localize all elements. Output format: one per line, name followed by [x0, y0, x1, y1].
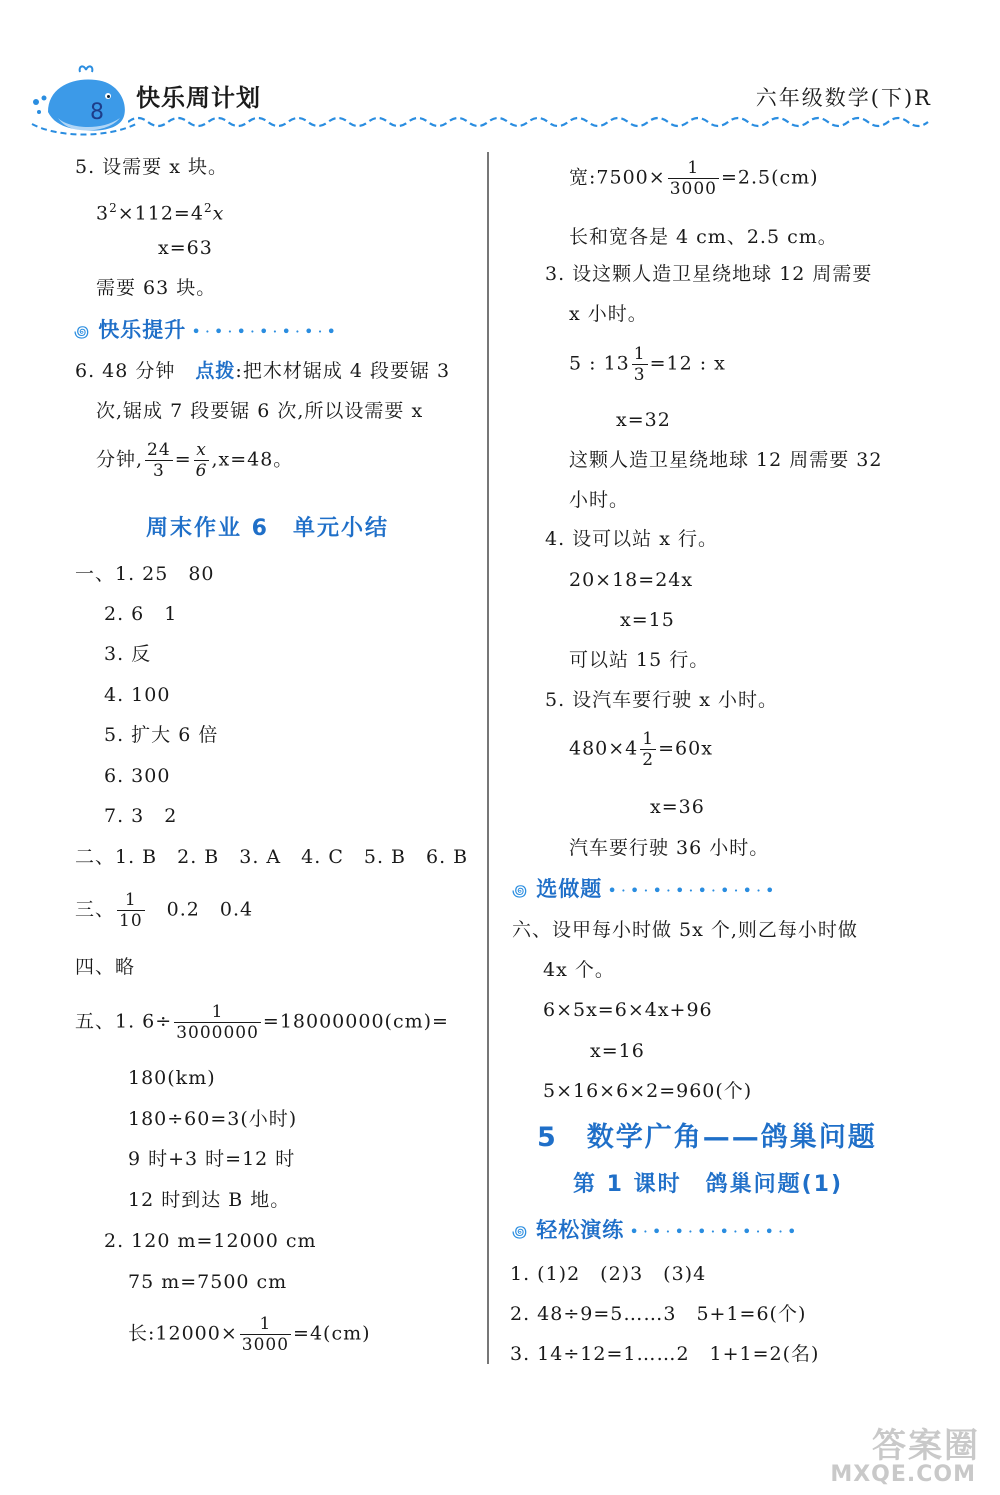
right-width-calc: 宽:7500× $\frac{1}{3000}$ =2.5(cm)	[569, 158, 819, 199]
right-q4-line3: x=15	[620, 609, 675, 631]
part1-item2: 2. 6 1	[104, 603, 178, 625]
right-q3-line5: 这颗人造卫星绕地球 12 周需要 32	[569, 449, 883, 471]
right-q4-line4: 可以站 15 行。	[569, 649, 710, 671]
left-q5-line3: x=63	[158, 237, 213, 259]
part1-item3: 3. 反	[104, 643, 152, 665]
right-q6-line2: 4x 个。	[543, 959, 615, 981]
fraction: $\frac{1}{3000000}$	[176, 1002, 259, 1043]
lesson-title: 第 1 课时 鸽巢问题(1)	[573, 1172, 844, 1197]
section-xuanzuo: ꩜ 选做题 •·•·•·•·•·•·•·•	[512, 877, 779, 901]
right-q3-line2: x 小时。	[569, 303, 648, 325]
right-q4-line1: 4. 设可以站 x 行。	[545, 528, 718, 550]
part2-answers: 二、1. B 2. B 3. A 4. C 5. B 6. B	[75, 846, 469, 868]
section-qingsong: ꩜ 轻松演练 •·•·•·•·•·•·•·•	[512, 1218, 801, 1242]
part1-item7: 7. 3 2	[104, 805, 178, 827]
fraction: $\frac{x}{6}$	[195, 440, 208, 481]
section-tisheng: ꩜ 快乐提升 •·•·•·•·•·•·•	[74, 318, 340, 342]
chapter-title: 5 数学广角——鸽巢问题	[537, 1122, 877, 1153]
right-q3-line4: x=32	[616, 409, 671, 431]
page-number: 8	[90, 100, 104, 125]
right-q6-line4: x=16	[590, 1040, 645, 1062]
left-q6-line2: 次,锯成 7 段要锯 6 次,所以设需要 x	[96, 400, 424, 422]
fraction: $\frac{1}{3000}$	[241, 1314, 290, 1355]
right-q6-line1: 六、设甲每小时做 5x 个,则乙每小时做	[512, 919, 858, 941]
part1-item1: 一、1. 25 80	[75, 563, 215, 585]
left-q5-line4: 需要 63 块。	[96, 277, 217, 299]
fraction: $\frac{1}{2}$	[642, 729, 655, 770]
left-q6-line1: 6. 48 分钟 点拨:把木材锯成 4 段要锯 3	[75, 360, 451, 382]
right-q5-line4: 汽车要行驶 36 小时。	[569, 837, 770, 859]
whale-icon	[28, 62, 138, 142]
part5-line6: 2. 120 m=12000 cm	[104, 1230, 317, 1252]
left-q6-line3: 分钟, $\frac{24}{3}$ = $\frac{x}{6}$ ,x=48。	[96, 440, 294, 481]
right-q3-line6: 小时。	[569, 489, 630, 511]
right-q3-line3: 5 : 13 $\frac{1}{3}$ =12 : x	[569, 344, 726, 385]
right-q3-line1: 3. 设这颗人造卫星绕地球 12 周需要	[545, 263, 873, 285]
part1-item6: 6. 300	[104, 765, 171, 787]
watermark-url: MXQE.COM	[830, 1462, 976, 1487]
right-q6-line5: 5×16×6×2=960(个)	[543, 1080, 753, 1102]
left-q5-line1: 5. 设需要 x 块。	[75, 156, 228, 178]
subject-label: 六年级数学(下)R	[755, 86, 932, 110]
weekend-homework-title: 周末作业 6 单元小结	[146, 516, 389, 541]
part1-item4: 4. 100	[104, 684, 171, 706]
part3-answers: 三、 $\frac{1}{10}$ 0.2 0.4	[75, 890, 254, 931]
part5-line5: 12 时到达 B 地。	[128, 1189, 291, 1211]
right-width-answer: 长和宽各是 4 cm、2.5 cm。	[569, 226, 838, 248]
fraction: $\frac{1}{3000}$	[669, 158, 717, 199]
header-wave-divider	[128, 112, 943, 132]
fraction: $\frac{1}{10}$	[119, 890, 143, 931]
shell-icon: ꩜	[74, 322, 94, 341]
part4-answer: 四、略	[75, 956, 136, 978]
part5-line4: 9 时+3 时=12 时	[128, 1148, 296, 1170]
book-title: 快乐周计划	[136, 84, 261, 112]
exercise-1: 1. (1)2 (2)3 (3)4	[510, 1263, 707, 1285]
part5-line8: 长:12000× $\frac{1}{3000}$ =4(cm)	[128, 1314, 371, 1355]
right-q5-line3: x=36	[650, 796, 705, 818]
shell-icon: ꩜	[512, 1222, 532, 1241]
part5-line2: 180(km)	[128, 1067, 216, 1089]
fraction: $\frac{24}{3}$	[147, 440, 171, 481]
right-q6-line3: 6×5x=6×4x+96	[543, 999, 713, 1021]
fraction: $\frac{1}{3}$	[633, 344, 646, 385]
right-q5-line1: 5. 设汽车要行驶 x 小时。	[545, 689, 778, 711]
part1-item5: 5. 扩大 6 倍	[104, 724, 219, 746]
exercise-3: 3. 14÷12=1……2 1+1=2(名)	[510, 1343, 820, 1365]
right-q5-line2: 480×4 $\frac{1}{2}$ =60x	[569, 729, 713, 770]
part5-line3: 180÷60=3(小时)	[128, 1108, 298, 1130]
right-q4-line2: 20×18=24x	[569, 569, 694, 591]
exercise-2: 2. 48÷9=5……3 5+1=6(个)	[510, 1303, 807, 1325]
part5-line1: 五、1. 6÷ $\frac{1}{3000000}$ =18000000(cm)=	[75, 1002, 449, 1043]
watermark-logo: 答案圈	[872, 1426, 980, 1466]
shell-icon: ꩜	[512, 881, 532, 900]
left-q5-equation: $3^2\times 112=4^2x$	[96, 201, 225, 225]
part5-line7: 75 m=7500 cm	[128, 1271, 288, 1293]
column-divider	[487, 152, 489, 1364]
